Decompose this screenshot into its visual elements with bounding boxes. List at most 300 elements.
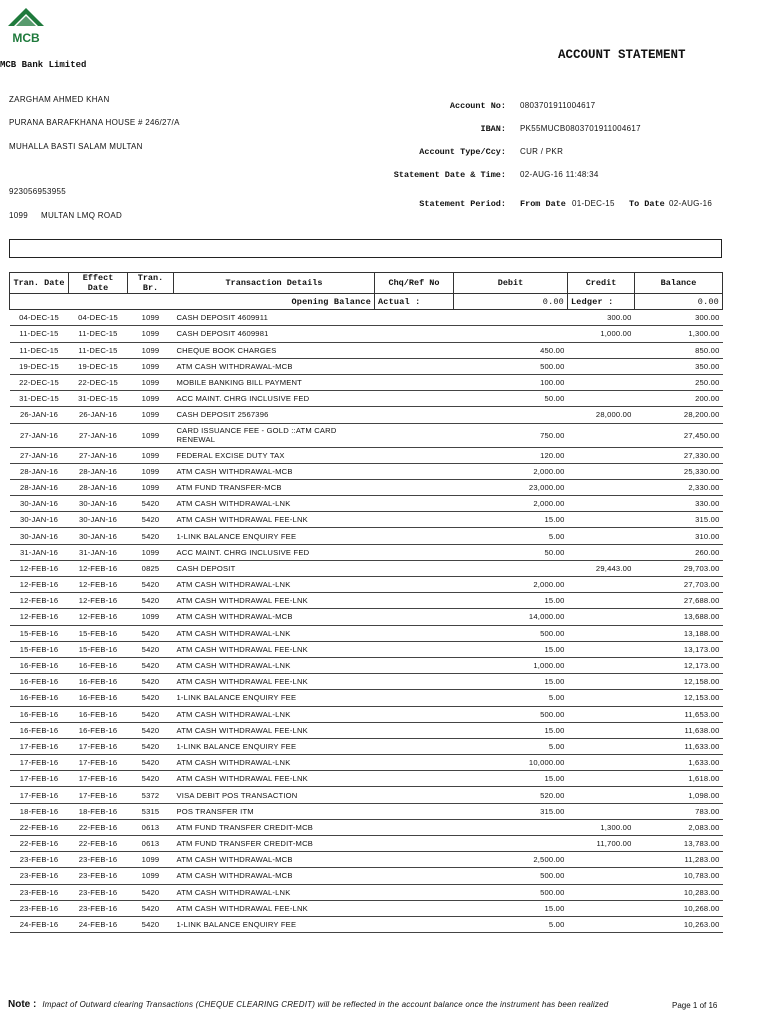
- credit-amount: [568, 755, 635, 771]
- table-row: [10, 326, 723, 342]
- balance-amount: 1,633.00: [635, 755, 723, 771]
- effect-date: 16-FEB-16: [69, 722, 128, 738]
- table-row: [10, 479, 723, 495]
- tran-date: 31-DEC-15: [10, 391, 69, 407]
- tran-branch: 5420: [128, 528, 174, 544]
- table-row: [10, 496, 723, 512]
- tran-branch: 5420: [128, 674, 174, 690]
- transaction-details: ATM CASH WITHDRAWAL-LNK: [174, 577, 375, 593]
- chq-ref: [375, 706, 454, 722]
- credit-amount: [568, 625, 635, 641]
- table-row: [10, 771, 723, 787]
- tran-branch: 1099: [128, 544, 174, 560]
- debit-amount: [454, 326, 568, 342]
- debit-amount: 2,500.00: [454, 852, 568, 868]
- chq-ref: [375, 787, 454, 803]
- iban: PK55MUCB0803701911004617: [520, 124, 641, 133]
- col-tran-date: Tran. Date: [10, 273, 69, 294]
- balance-amount: 330.00: [635, 496, 723, 512]
- tran-branch: 5420: [128, 593, 174, 609]
- chq-ref: [375, 479, 454, 495]
- transaction-details: MOBILE BANKING BILL PAYMENT: [174, 374, 375, 390]
- table-row: [10, 528, 723, 544]
- table-row: [10, 884, 723, 900]
- tran-branch: 0613: [128, 836, 174, 852]
- balance-amount: 27,703.00: [635, 577, 723, 593]
- col-effect-date: Effect Date: [69, 273, 128, 294]
- effect-date: 23-FEB-16: [69, 868, 128, 884]
- tran-branch: 5420: [128, 771, 174, 787]
- table-row: [10, 374, 723, 390]
- to-date: 02-AUG-16: [669, 199, 713, 208]
- statement-title: ACCOUNT STATEMENT: [558, 48, 686, 62]
- opening-balance-row: [10, 294, 723, 310]
- debit-amount: [454, 310, 568, 326]
- tran-branch: 1099: [128, 479, 174, 495]
- note-label: Note :: [8, 999, 37, 1010]
- table-row: [10, 722, 723, 738]
- chq-ref: [375, 544, 454, 560]
- effect-date: 22-FEB-16: [69, 836, 128, 852]
- debit-amount: 2,000.00: [454, 577, 568, 593]
- tran-date: 15-FEB-16: [10, 641, 69, 657]
- tran-branch: 5420: [128, 625, 174, 641]
- transaction-details: ATM CASH WITHDRAWAL-LNK: [174, 755, 375, 771]
- chq-ref: [375, 738, 454, 754]
- note-text: Impact of Outward clearing Transactions (CHEQUE CLEARING CREDIT) will be reflected in the account balance once the instrument has been realized: [42, 1000, 609, 1009]
- credit-amount: [568, 852, 635, 868]
- balance-amount: 10,263.00: [635, 916, 723, 932]
- tran-date: 31-JAN-16: [10, 544, 69, 560]
- tran-branch: 5420: [128, 916, 174, 932]
- balance-amount: 850.00: [635, 342, 723, 358]
- balance-amount: 310.00: [635, 528, 723, 544]
- tran-date: 12-FEB-16: [10, 560, 69, 576]
- credit-amount: [568, 544, 635, 560]
- credit-amount: [568, 593, 635, 609]
- transaction-details: ATM CASH WITHDRAWAL-MCB: [174, 463, 375, 479]
- col-transaction-details: Transaction Details: [174, 273, 375, 294]
- chq-ref: [375, 423, 454, 447]
- balance-amount: 12,153.00: [635, 690, 723, 706]
- customer-address-line2: MUHALLA BASTI SALAM MULTAN: [9, 142, 143, 151]
- tran-branch: 1099: [128, 463, 174, 479]
- credit-amount: [568, 447, 635, 463]
- chq-ref: [375, 609, 454, 625]
- chq-ref: [375, 722, 454, 738]
- transaction-details: FEDERAL EXCISE DUTY TAX: [174, 447, 375, 463]
- col-credit: Credit: [568, 273, 635, 294]
- credit-amount: [568, 479, 635, 495]
- transaction-details: CASH DEPOSIT 4609981: [174, 326, 375, 342]
- debit-amount: [454, 819, 568, 835]
- balance-amount: 11,283.00: [635, 852, 723, 868]
- tran-date: 27-JAN-16: [10, 423, 69, 447]
- tran-branch: 1099: [128, 852, 174, 868]
- balance-amount: 250.00: [635, 374, 723, 390]
- transaction-details: CASH DEPOSIT 2567396: [174, 407, 375, 423]
- table-row: [10, 391, 723, 407]
- statement-period-label: Statement Period:: [419, 199, 506, 209]
- chq-ref: [375, 512, 454, 528]
- tran-date: 15-FEB-16: [10, 625, 69, 641]
- debit-amount: 15.00: [454, 641, 568, 657]
- table-row: [10, 358, 723, 374]
- balance-amount: 10,783.00: [635, 868, 723, 884]
- transaction-details: ATM CASH WITHDRAWAL FEE-LNK: [174, 512, 375, 528]
- effect-date: 23-FEB-16: [69, 884, 128, 900]
- credit-amount: 1,300.00: [568, 819, 635, 835]
- tran-branch: 1099: [128, 374, 174, 390]
- tran-date: 26-JAN-16: [10, 407, 69, 423]
- balance-amount: 200.00: [635, 391, 723, 407]
- chq-ref: [375, 771, 454, 787]
- transaction-details: VISA DEBIT POS TRANSACTION: [174, 787, 375, 803]
- tran-branch: 0825: [128, 560, 174, 576]
- to-date-label: To Date: [629, 199, 665, 209]
- tran-date: 11-DEC-15: [10, 326, 69, 342]
- tran-branch: 1099: [128, 407, 174, 423]
- balance-amount: 1,618.00: [635, 771, 723, 787]
- table-row: [10, 657, 723, 673]
- debit-amount: [454, 836, 568, 852]
- tran-date: 30-JAN-16: [10, 496, 69, 512]
- debit-amount: 15.00: [454, 593, 568, 609]
- transaction-details: ATM CASH WITHDRAWAL FEE-LNK: [174, 900, 375, 916]
- chq-ref: [375, 463, 454, 479]
- logo-text: MCB: [12, 31, 40, 45]
- balance-amount: 1,098.00: [635, 787, 723, 803]
- table-row: [10, 512, 723, 528]
- debit-amount: 15.00: [454, 722, 568, 738]
- table-row: [10, 544, 723, 560]
- balance-amount: 25,330.00: [635, 463, 723, 479]
- tran-branch: 1099: [128, 868, 174, 884]
- debit-amount: 750.00: [454, 423, 568, 447]
- branch-name: MULTAN LMQ ROAD: [41, 211, 123, 220]
- credit-amount: [568, 787, 635, 803]
- actual-balance: 0.00: [454, 294, 568, 310]
- credit-amount: [568, 423, 635, 447]
- table-row: [10, 463, 723, 479]
- balance-amount: 350.00: [635, 358, 723, 374]
- table-row: [10, 706, 723, 722]
- effect-date: 27-JAN-16: [69, 447, 128, 463]
- effect-date: 27-JAN-16: [69, 423, 128, 447]
- tran-date: 12-FEB-16: [10, 593, 69, 609]
- balance-amount: 28,200.00: [635, 407, 723, 423]
- debit-amount: 15.00: [454, 674, 568, 690]
- effect-date: 30-JAN-16: [69, 512, 128, 528]
- chq-ref: [375, 868, 454, 884]
- effect-date: 04-DEC-15: [69, 310, 128, 326]
- tran-date: 17-FEB-16: [10, 771, 69, 787]
- table-row: [10, 407, 723, 423]
- balance-amount: 783.00: [635, 803, 723, 819]
- account-type: CUR / PKR: [520, 147, 564, 156]
- effect-date: 24-FEB-16: [69, 916, 128, 932]
- tran-date: 16-FEB-16: [10, 657, 69, 673]
- effect-date: 22-FEB-16: [69, 819, 128, 835]
- debit-amount: 5.00: [454, 738, 568, 754]
- tran-branch: 5420: [128, 641, 174, 657]
- transaction-details: ATM CASH WITHDRAWAL-LNK: [174, 625, 375, 641]
- effect-date: 15-FEB-16: [69, 625, 128, 641]
- table-row: [10, 916, 723, 932]
- transaction-details: ATM CASH WITHDRAWAL FEE-LNK: [174, 641, 375, 657]
- chq-ref: [375, 755, 454, 771]
- transaction-details: ATM CASH WITHDRAWAL-MCB: [174, 609, 375, 625]
- balance-amount: 11,633.00: [635, 738, 723, 754]
- tran-branch: 5420: [128, 577, 174, 593]
- effect-date: 23-FEB-16: [69, 852, 128, 868]
- debit-amount: 14,000.00: [454, 609, 568, 625]
- transaction-details: ATM CASH WITHDRAWAL-LNK: [174, 496, 375, 512]
- chq-ref: [375, 496, 454, 512]
- chq-ref: [375, 326, 454, 342]
- tran-branch: 1099: [128, 358, 174, 374]
- transaction-details: 1-LINK BALANCE ENQUIRY FEE: [174, 916, 375, 932]
- balance-amount: 10,283.00: [635, 884, 723, 900]
- tran-branch: 0613: [128, 819, 174, 835]
- effect-date: 15-FEB-16: [69, 641, 128, 657]
- customer-phone: 923056953955: [9, 187, 66, 196]
- debit-amount: 23,000.00: [454, 479, 568, 495]
- debit-amount: 500.00: [454, 625, 568, 641]
- tran-branch: 1099: [128, 609, 174, 625]
- effect-date: 17-FEB-16: [69, 738, 128, 754]
- col-debit: Debit: [454, 273, 568, 294]
- transaction-details: ATM CASH WITHDRAWAL-MCB: [174, 358, 375, 374]
- effect-date: 19-DEC-15: [69, 358, 128, 374]
- balance-amount: 13,173.00: [635, 641, 723, 657]
- chq-ref: [375, 342, 454, 358]
- chq-ref: [375, 657, 454, 673]
- table-row: [10, 423, 723, 447]
- tran-branch: 1099: [128, 423, 174, 447]
- tran-date: 17-FEB-16: [10, 738, 69, 754]
- tran-date: 12-FEB-16: [10, 609, 69, 625]
- bank-name: MCB Bank Limited: [0, 60, 87, 70]
- tran-date: 23-FEB-16: [10, 900, 69, 916]
- balance-amount: 27,688.00: [635, 593, 723, 609]
- credit-amount: [568, 868, 635, 884]
- transaction-details: 1-LINK BALANCE ENQUIRY FEE: [174, 738, 375, 754]
- table-row: [10, 755, 723, 771]
- debit-amount: 500.00: [454, 884, 568, 900]
- chq-ref: [375, 625, 454, 641]
- table-row: [10, 342, 723, 358]
- credit-amount: 300.00: [568, 310, 635, 326]
- customer-name: ZARGHAM AHMED KHAN: [9, 95, 110, 104]
- tran-branch: 5372: [128, 787, 174, 803]
- transaction-details: POS TRANSFER ITM: [174, 803, 375, 819]
- statement-date: 02-AUG-16 11:48:34: [520, 170, 599, 179]
- tran-date: 18-FEB-16: [10, 803, 69, 819]
- balance-amount: 11,638.00: [635, 722, 723, 738]
- chq-ref: [375, 884, 454, 900]
- effect-date: 31-JAN-16: [69, 544, 128, 560]
- effect-date: 18-FEB-16: [69, 803, 128, 819]
- effect-date: 12-FEB-16: [69, 560, 128, 576]
- transaction-details: ATM CASH WITHDRAWAL FEE-LNK: [174, 771, 375, 787]
- credit-amount: [568, 674, 635, 690]
- tran-date: 23-FEB-16: [10, 868, 69, 884]
- debit-amount: 5.00: [454, 690, 568, 706]
- actual-label: Actual :: [375, 294, 454, 310]
- transaction-details: CARD ISSUANCE FEE - GOLD ::ATM CARD RENEWAL: [174, 423, 375, 447]
- tran-date: 17-FEB-16: [10, 787, 69, 803]
- chq-ref: [375, 836, 454, 852]
- tran-date: 28-JAN-16: [10, 463, 69, 479]
- mcb-logo-icon: [4, 4, 48, 48]
- tran-branch: 5420: [128, 884, 174, 900]
- transactions-table: [9, 272, 723, 933]
- table-header-row: [10, 273, 723, 294]
- tran-date: 11-DEC-15: [10, 342, 69, 358]
- credit-amount: [568, 900, 635, 916]
- table-row: [10, 738, 723, 754]
- balance-amount: 2,330.00: [635, 479, 723, 495]
- tran-branch: 5420: [128, 722, 174, 738]
- debit-amount: 15.00: [454, 771, 568, 787]
- transaction-details: ATM FUND TRANSFER-MCB: [174, 479, 375, 495]
- effect-date: 12-FEB-16: [69, 593, 128, 609]
- chq-ref: [375, 391, 454, 407]
- transaction-details: ATM CASH WITHDRAWAL-LNK: [174, 884, 375, 900]
- credit-amount: 1,000.00: [568, 326, 635, 342]
- table-row: [10, 593, 723, 609]
- table-row: [10, 447, 723, 463]
- balance-amount: 13,188.00: [635, 625, 723, 641]
- branch-code: 1099: [9, 211, 28, 220]
- tran-date: 22-DEC-15: [10, 374, 69, 390]
- effect-date: 12-FEB-16: [69, 577, 128, 593]
- transaction-details: ACC MAINT. CHRG INCLUSIVE FED: [174, 544, 375, 560]
- tran-date: 16-FEB-16: [10, 722, 69, 738]
- table-row: [10, 641, 723, 657]
- tran-date: 16-FEB-16: [10, 674, 69, 690]
- credit-amount: [568, 358, 635, 374]
- credit-amount: [568, 374, 635, 390]
- credit-amount: 11,700.00: [568, 836, 635, 852]
- debit-amount: [454, 407, 568, 423]
- transactions-body: [10, 310, 723, 933]
- credit-amount: [568, 391, 635, 407]
- chq-ref: [375, 577, 454, 593]
- table-row: [10, 577, 723, 593]
- balance-amount: 300.00: [635, 310, 723, 326]
- transaction-details: CASH DEPOSIT: [174, 560, 375, 576]
- tran-branch: 1099: [128, 342, 174, 358]
- tran-branch: 1099: [128, 391, 174, 407]
- tran-branch: 1099: [128, 326, 174, 342]
- chq-ref: [375, 803, 454, 819]
- balance-amount: 27,330.00: [635, 447, 723, 463]
- balance-amount: 12,158.00: [635, 674, 723, 690]
- credit-amount: [568, 342, 635, 358]
- chq-ref: [375, 310, 454, 326]
- tran-date: 22-FEB-16: [10, 819, 69, 835]
- debit-amount: 500.00: [454, 358, 568, 374]
- col-chq-ref: Chq/Ref No: [375, 273, 454, 294]
- chq-ref: [375, 447, 454, 463]
- credit-amount: 29,443.00: [568, 560, 635, 576]
- transaction-details: ATM CASH WITHDRAWAL-MCB: [174, 852, 375, 868]
- balance-amount: 1,300.00: [635, 326, 723, 342]
- credit-amount: [568, 528, 635, 544]
- table-row: [10, 803, 723, 819]
- debit-amount: 315.00: [454, 803, 568, 819]
- effect-date: 26-JAN-16: [69, 407, 128, 423]
- credit-amount: [568, 463, 635, 479]
- credit-amount: [568, 657, 635, 673]
- credit-amount: [568, 577, 635, 593]
- tran-date: 30-JAN-16: [10, 512, 69, 528]
- effect-date: 30-JAN-16: [69, 528, 128, 544]
- ledger-balance: 0.00: [635, 294, 723, 310]
- tran-branch: 1099: [128, 447, 174, 463]
- transaction-details: ACC MAINT. CHRG INCLUSIVE FED: [174, 391, 375, 407]
- debit-amount: [454, 560, 568, 576]
- table-row: [10, 690, 723, 706]
- transaction-details: ATM CASH WITHDRAWAL-MCB: [174, 868, 375, 884]
- chq-ref: [375, 560, 454, 576]
- empty-info-box: [9, 239, 722, 258]
- effect-date: 16-FEB-16: [69, 674, 128, 690]
- credit-amount: [568, 706, 635, 722]
- page-number: Page 1 of 16: [672, 1001, 718, 1010]
- chq-ref: [375, 900, 454, 916]
- effect-date: 23-FEB-16: [69, 900, 128, 916]
- effect-date: 30-JAN-16: [69, 496, 128, 512]
- tran-date: 12-FEB-16: [10, 577, 69, 593]
- credit-amount: [568, 771, 635, 787]
- chq-ref: [375, 641, 454, 657]
- col-tran-branch: Tran. Br.: [128, 273, 174, 294]
- credit-amount: 28,000.00: [568, 407, 635, 423]
- statement-date-label: Statement Date & Time:: [393, 170, 506, 180]
- credit-amount: [568, 496, 635, 512]
- transaction-details: ATM FUND TRANSFER CREDIT-MCB: [174, 819, 375, 835]
- chq-ref: [375, 819, 454, 835]
- table-row: [10, 560, 723, 576]
- chq-ref: [375, 852, 454, 868]
- transaction-details: ATM CASH WITHDRAWAL FEE-LNK: [174, 674, 375, 690]
- table-row: [10, 310, 723, 326]
- table-row: [10, 787, 723, 803]
- table-row: [10, 852, 723, 868]
- tran-branch: 5420: [128, 690, 174, 706]
- table-row: [10, 868, 723, 884]
- effect-date: 31-DEC-15: [69, 391, 128, 407]
- tran-branch: 5420: [128, 755, 174, 771]
- effect-date: 17-FEB-16: [69, 787, 128, 803]
- tran-date: 27-JAN-16: [10, 447, 69, 463]
- tran-branch: 5420: [128, 496, 174, 512]
- debit-amount: 450.00: [454, 342, 568, 358]
- account-type-label: Account Type/Ccy:: [419, 147, 506, 157]
- tran-branch: 5420: [128, 657, 174, 673]
- transaction-details: ATM FUND TRANSFER CREDIT-MCB: [174, 836, 375, 852]
- effect-date: 28-JAN-16: [69, 479, 128, 495]
- tran-branch: 5420: [128, 706, 174, 722]
- debit-amount: 15.00: [454, 512, 568, 528]
- debit-amount: 2,000.00: [454, 496, 568, 512]
- credit-amount: [568, 641, 635, 657]
- balance-amount: 11,653.00: [635, 706, 723, 722]
- table-row: [10, 609, 723, 625]
